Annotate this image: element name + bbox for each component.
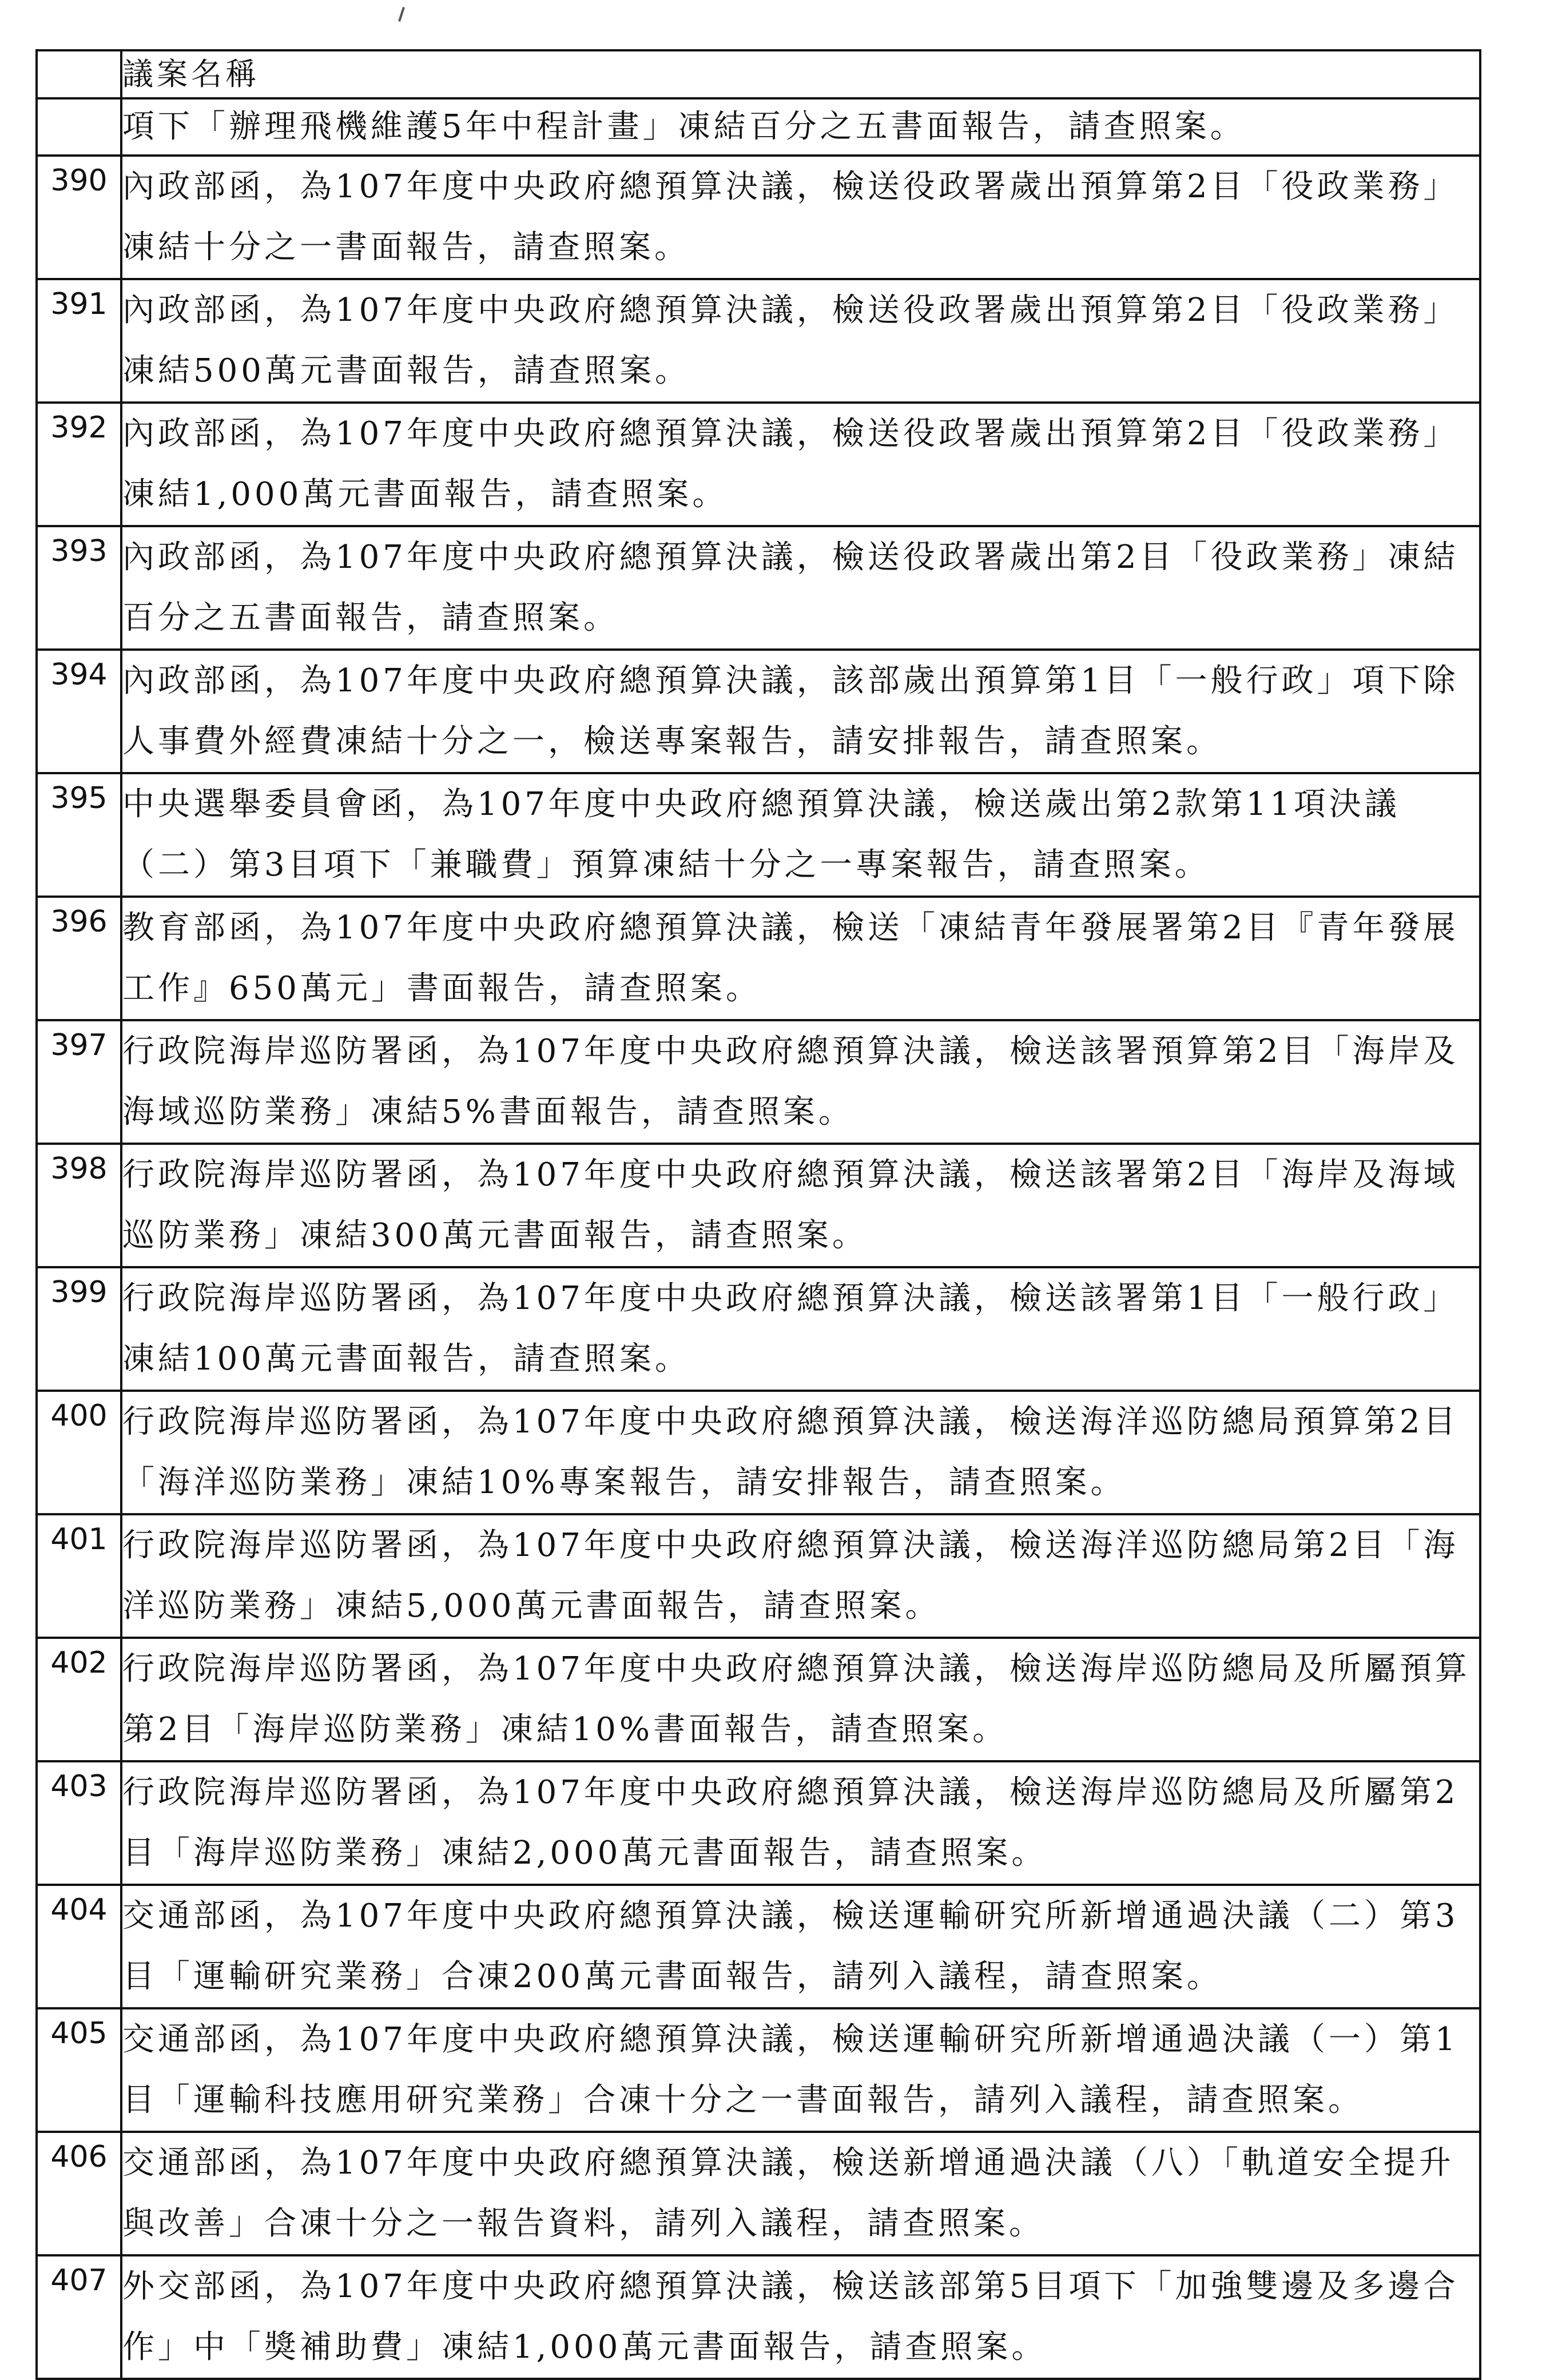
item-text: 行政院海岸巡防署函，為107年度中央政府總預算決議，檢送海洋巡防總局預算第2目「海洋巡防業務」凍結10%專案報告，請安排報告，請查照案。	[121, 1391, 1480, 1514]
item-number: 404	[37, 1885, 121, 2008]
item-text: 行政院海岸巡防署函，為107年度中央政府總預算決議，檢送海岸巡防總局及所屬預算第2目「海岸巡防業務」凍結10%書面報告，請查照案。	[121, 1638, 1480, 1761]
item-number: 400	[37, 1391, 121, 1514]
table-row	[37, 1638, 1480, 1761]
item-text: 內政部函，為107年度中央政府總預算決議，檢送役政署歲出預算第2目「役政業務」凍結1,000萬元書面報告，請查照案。	[121, 403, 1480, 526]
item-text: 教育部函，為107年度中央政府總預算決議，檢送「凍結青年發展署第2目『青年發展工作』650萬元」書面報告，請查照案。	[121, 897, 1480, 1020]
item-text: 內政部函，為107年度中央政府總預算決議，該部歲出預算第1目「一般行政」項下除人事費外經費凍結十分之一，檢送專案報告，請安排報告，請查照案。	[121, 650, 1480, 773]
item-text: 行政院海岸巡防署函，為107年度中央政府總預算決議，檢送海洋巡防總局第2目「海洋巡防業務」凍結5,000萬元書面報告，請查照案。	[121, 1514, 1480, 1638]
agenda-table	[35, 49, 1481, 2380]
item-text: 中央選舉委員會函，為107年度中央政府總預算決議，檢送歲出第2款第11項決議（二）第3目項下「兼職費」預算凍結十分之一專案報告，請查照案。	[121, 773, 1480, 897]
item-number: 405	[37, 2008, 121, 2132]
item-number: 398	[37, 1144, 121, 1267]
table-row	[37, 2008, 1480, 2132]
item-text: 內政部函，為107年度中央政府總預算決議，檢送役政署歲出預算第2目「役政業務」凍結十分之一書面報告，請查照案。	[121, 156, 1480, 279]
table-row	[37, 279, 1480, 403]
item-number: 397	[37, 1020, 121, 1144]
table-row	[37, 1020, 1480, 1144]
item-number: 402	[37, 1638, 121, 1761]
item-text: 內政部函，為107年度中央政府總預算決議，檢送役政署歲出預算第2目「役政業務」凍結500萬元書面報告，請查照案。	[121, 279, 1480, 403]
item-text: 內政部函，為107年度中央政府總預算決議，檢送役政署歲出第2目「役政業務」凍結百分之五書面報告，請查照案。	[121, 526, 1480, 650]
table-row	[37, 1761, 1480, 1885]
item-number: 401	[37, 1514, 121, 1638]
table-row	[37, 650, 1480, 773]
item-number: 390	[37, 156, 121, 279]
item-text: 交通部函，為107年度中央政府總預算決議，檢送新增通過決議（八）「軌道安全提升與改善」合凍十分之一報告資料，請列入議程，請查照案。	[121, 2132, 1480, 2255]
item-number: 391	[37, 279, 121, 403]
item-text: 交通部函，為107年度中央政府總預算決議，檢送運輸研究所新增通過決議（一）第1目「運輸科技應用研究業務」合凍十分之一書面報告，請列入議程，請查照案。	[121, 2008, 1480, 2132]
header-name-cell: 議案名稱	[121, 50, 1480, 98]
item-number: 399	[37, 1267, 121, 1391]
table-row	[37, 526, 1480, 650]
header-number-cell	[37, 50, 121, 98]
item-text: 外交部函，為107年度中央政府總預算決議，檢送該部第5目項下「加強雙邊及多邊合作」中「獎補助費」凍結1,000萬元書面報告，請查照案。	[121, 2255, 1480, 2379]
item-number: 393	[37, 526, 121, 650]
table-row	[37, 1267, 1480, 1391]
table-row	[37, 403, 1480, 526]
table-header-row	[37, 50, 1480, 98]
table-row	[37, 1885, 1480, 2008]
table-row	[37, 773, 1480, 897]
continuation-text-cell: 項下「辦理飛機維護5年中程計畫」凍結百分之五書面報告，請查照案。	[121, 98, 1480, 156]
item-number: 406	[37, 2132, 121, 2255]
item-number: 392	[37, 403, 121, 526]
table-row	[37, 1391, 1480, 1514]
item-text: 行政院海岸巡防署函，為107年度中央政府總預算決議，檢送海岸巡防總局及所屬第2目「海岸巡防業務」凍結2,000萬元書面報告，請查照案。	[121, 1761, 1480, 1885]
scan-mark	[398, 7, 405, 22]
table-row	[37, 2132, 1480, 2255]
table-row	[37, 156, 1480, 279]
item-text: 行政院海岸巡防署函，為107年度中央政府總預算決議，檢送該署預算第2目「海岸及海域巡防業務」凍結5%書面報告，請查照案。	[121, 1020, 1480, 1144]
item-number: 407	[37, 2255, 121, 2379]
table-row	[37, 1514, 1480, 1638]
item-number: 395	[37, 773, 121, 897]
table-row	[37, 897, 1480, 1020]
continuation-number-cell	[37, 98, 121, 156]
item-text: 行政院海岸巡防署函，為107年度中央政府總預算決議，檢送該署第1目「一般行政」凍結100萬元書面報告，請查照案。	[121, 1267, 1480, 1391]
item-text: 行政院海岸巡防署函，為107年度中央政府總預算決議，檢送該署第2目「海岸及海域巡防業務」凍結300萬元書面報告，請查照案。	[121, 1144, 1480, 1267]
item-number: 396	[37, 897, 121, 1020]
table-row	[37, 1144, 1480, 1267]
item-number: 394	[37, 650, 121, 773]
continuation-row	[37, 98, 1480, 156]
item-text: 交通部函，為107年度中央政府總預算決議，檢送運輸研究所新增通過決議（二）第3目「運輸研究業務」合凍200萬元書面報告，請列入議程，請查照案。	[121, 1885, 1480, 2008]
item-number: 403	[37, 1761, 121, 1885]
table-row	[37, 2255, 1480, 2379]
